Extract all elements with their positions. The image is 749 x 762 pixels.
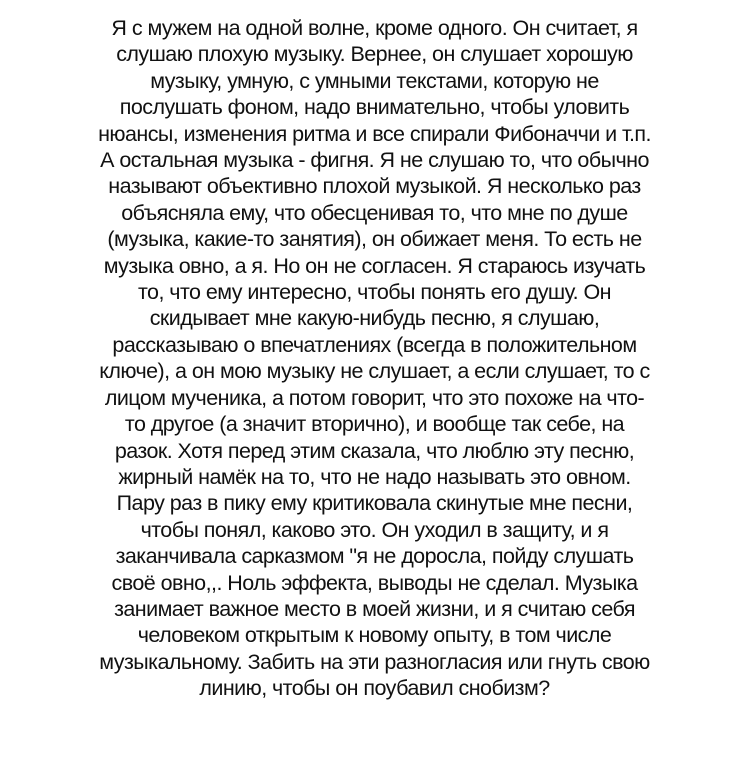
text-line: своё овно,,. Ноль эффекта, выводы не сделал. Музыка [111,570,638,595]
text-line: (музыка, какие-то занятия), он обижает меня. То есть не [107,227,642,252]
text-line: ключе), а он мою музыку не слушает, а если слушает, то с [99,359,650,384]
post-text [20,15,729,702]
text-line: скидывает мне какую-нибудь песню, я слушаю, [149,306,600,331]
text-line: лицом мученика, а потом говорит, что это похоже на что- [104,385,645,410]
text-line: послушать фоном, надо внимательно, чтобы уловить [119,95,630,120]
text-line: рассказываю о впечатлениях (всегда в положительном [112,332,637,357]
text-line: то, что ему интересно, чтобы понять его душу. Он [137,280,612,305]
text-line: объясняла ему, что обесценивая то, что мне по душе [121,200,628,225]
text-line: жирный намёк на то, что не надо называть это овном. [118,464,631,489]
text-line: называют объективно плохой музыкой. Я несколько раз [108,174,641,199]
text-line: музыкальному. Забить на эти разногласия или гнуть свою [99,649,650,674]
text-line: разок. Хотя перед этим сказала, что люблю эту песню, [114,438,635,463]
text-line: чтобы понял, каково это. Он уходил в защиту, и я [140,517,609,542]
text-line: музыку, умную, с умными текстами, которую не [150,68,599,93]
text-line: Пару раз в пику ему критиковала скинутые мне песни, [116,491,633,516]
text-line: то другое (а значит вторично), и вообще так себе, на [124,412,625,437]
text-line: заканчивала сарказмом "я не доросла, пойду слушать [115,544,634,569]
text-line: музыка овно, а я. Но он не согласен. Я стараюсь изучать [103,253,646,278]
text-line: линию, чтобы он поубавил снобизм? [199,676,550,701]
text-line: занимает важное место в моей жизни, и я считаю себя [114,596,635,621]
text-line: Я с мужем на одной волне, кроме одного. Он считает, я [111,16,638,40]
text-line: слушаю плохую музыку. Вернее, он слушает хорошую [116,42,633,67]
text-line: человеком открытым к новому опыту, в том числе [137,623,612,648]
text-line: нюансы, изменения ритма и все спирали Фибоначчи и т.п. [98,121,651,146]
text-line: А остальная музыка - фигня. Я не слушаю то, что обычно [100,148,649,173]
